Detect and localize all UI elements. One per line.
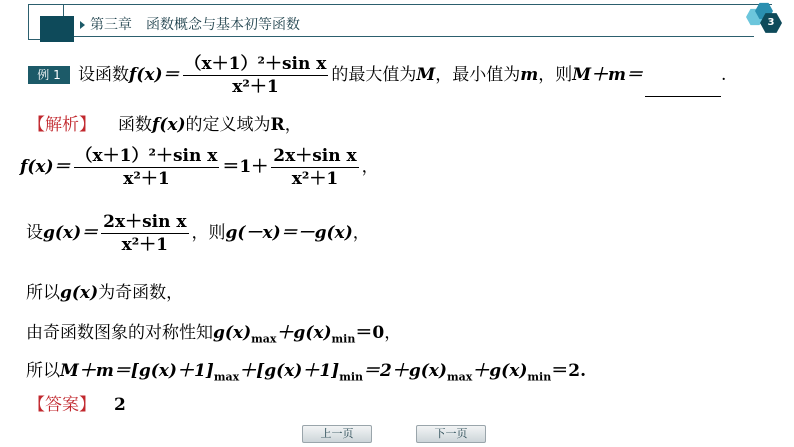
solution-gx: g(x)＝ (43, 223, 99, 243)
solution-expr: g(x) (213, 323, 252, 343)
solution-expr: ＋[g(x)＋1] (239, 361, 340, 381)
solution-expr: ＝2＋g(x) (363, 361, 447, 381)
solution-expr: ＋g(x) (472, 361, 528, 381)
solution-R: R (270, 115, 285, 135)
solution-label: 【解析】 (28, 115, 96, 135)
solution-expr: M＋m＝[g(x)＋1] (60, 361, 214, 381)
question-M: M (416, 65, 436, 85)
subscript-min: min (527, 370, 552, 384)
solution-text: 由奇函数图象的对称性知 (26, 323, 213, 343)
question-text: 的最大值为 (331, 65, 417, 85)
solution-text: 所以 (26, 283, 60, 303)
solution-text: ＝1＋ (222, 157, 269, 177)
answer-blank (645, 80, 721, 97)
solution-line-6 (26, 356, 586, 383)
solution-fx: f(x) (152, 115, 186, 135)
solution-text: 所以 (26, 361, 60, 381)
question-numerator: （x＋1）²＋sin x (184, 54, 327, 74)
fraction-denominator: x²＋1 (123, 169, 170, 189)
header-top-rule (64, 4, 772, 5)
solution-text: 为奇函数， (98, 283, 184, 303)
example-tag: 例 1 (28, 66, 70, 84)
question-m: m (520, 65, 539, 85)
solution-text: ，则 (191, 223, 226, 243)
solution-gx: g(x) (60, 283, 99, 303)
header-filled-square (40, 16, 74, 42)
solution-text: ， (384, 323, 402, 343)
solution-text: ， (284, 115, 302, 135)
solution-fraction-1 (74, 146, 220, 189)
solution-expr: ＝0 (355, 323, 385, 343)
question-fx: f(x)＝ (129, 65, 180, 85)
question-text: ，最小值为 (435, 65, 521, 85)
fraction-numerator: 2x＋sin x (103, 212, 187, 232)
solution-expr: ＋g(x) (276, 323, 332, 343)
chapter-title: 第三章 函数概念与基本初等函数 (90, 17, 300, 33)
solution-line-5 (26, 318, 401, 345)
fraction-numerator: （x＋1）²＋sin x (75, 146, 218, 166)
question-fraction (183, 54, 329, 97)
subscript-max: max (446, 370, 473, 384)
answer-line (28, 390, 126, 415)
fraction-numerator: 2x＋sin x (273, 146, 357, 166)
solution-text: ， (352, 223, 370, 243)
question-denominator: x²＋1 (232, 77, 279, 97)
solution-odd-equation: g(－x)＝－g(x) (225, 223, 353, 243)
fraction-denominator: x²＋1 (291, 169, 339, 189)
subscript-max: max (213, 370, 240, 384)
solution-fraction-3 (101, 212, 188, 255)
solution-text: 函数 (118, 115, 152, 135)
fraction-denominator: x²＋1 (121, 235, 169, 255)
header-arrow-icon (80, 21, 85, 29)
solution-line-2 (20, 146, 379, 189)
solution-expr: ＝2. (551, 361, 586, 381)
question-prefix: 设函数 (78, 65, 129, 85)
next-page-button[interactable]: 下一页 (416, 425, 486, 443)
subscript-min: min (331, 332, 356, 346)
solution-line-1 (28, 110, 302, 135)
question-line (78, 54, 726, 97)
prev-page-button[interactable]: 上一页 (302, 425, 372, 443)
solution-line-3 (26, 212, 370, 255)
solution-fraction-2 (271, 146, 358, 189)
solution-line-4 (26, 278, 183, 303)
solution-fx: f(x)＝ (20, 157, 71, 177)
solution-text: 的定义域为 (185, 115, 271, 135)
answer-label: 【答案】 (28, 395, 96, 415)
answer-value: 2 (114, 395, 126, 415)
solution-text: ， (361, 157, 379, 177)
question-M-plus-m: M＋m＝ (572, 65, 644, 85)
question-end: . (721, 65, 727, 85)
page-number: 3 (767, 17, 775, 28)
question-text: ，则 (538, 65, 573, 85)
header-rule (74, 36, 754, 37)
solution-text: 设 (26, 223, 43, 243)
subscript-max: max (251, 332, 277, 346)
subscript-min: min (339, 370, 364, 384)
